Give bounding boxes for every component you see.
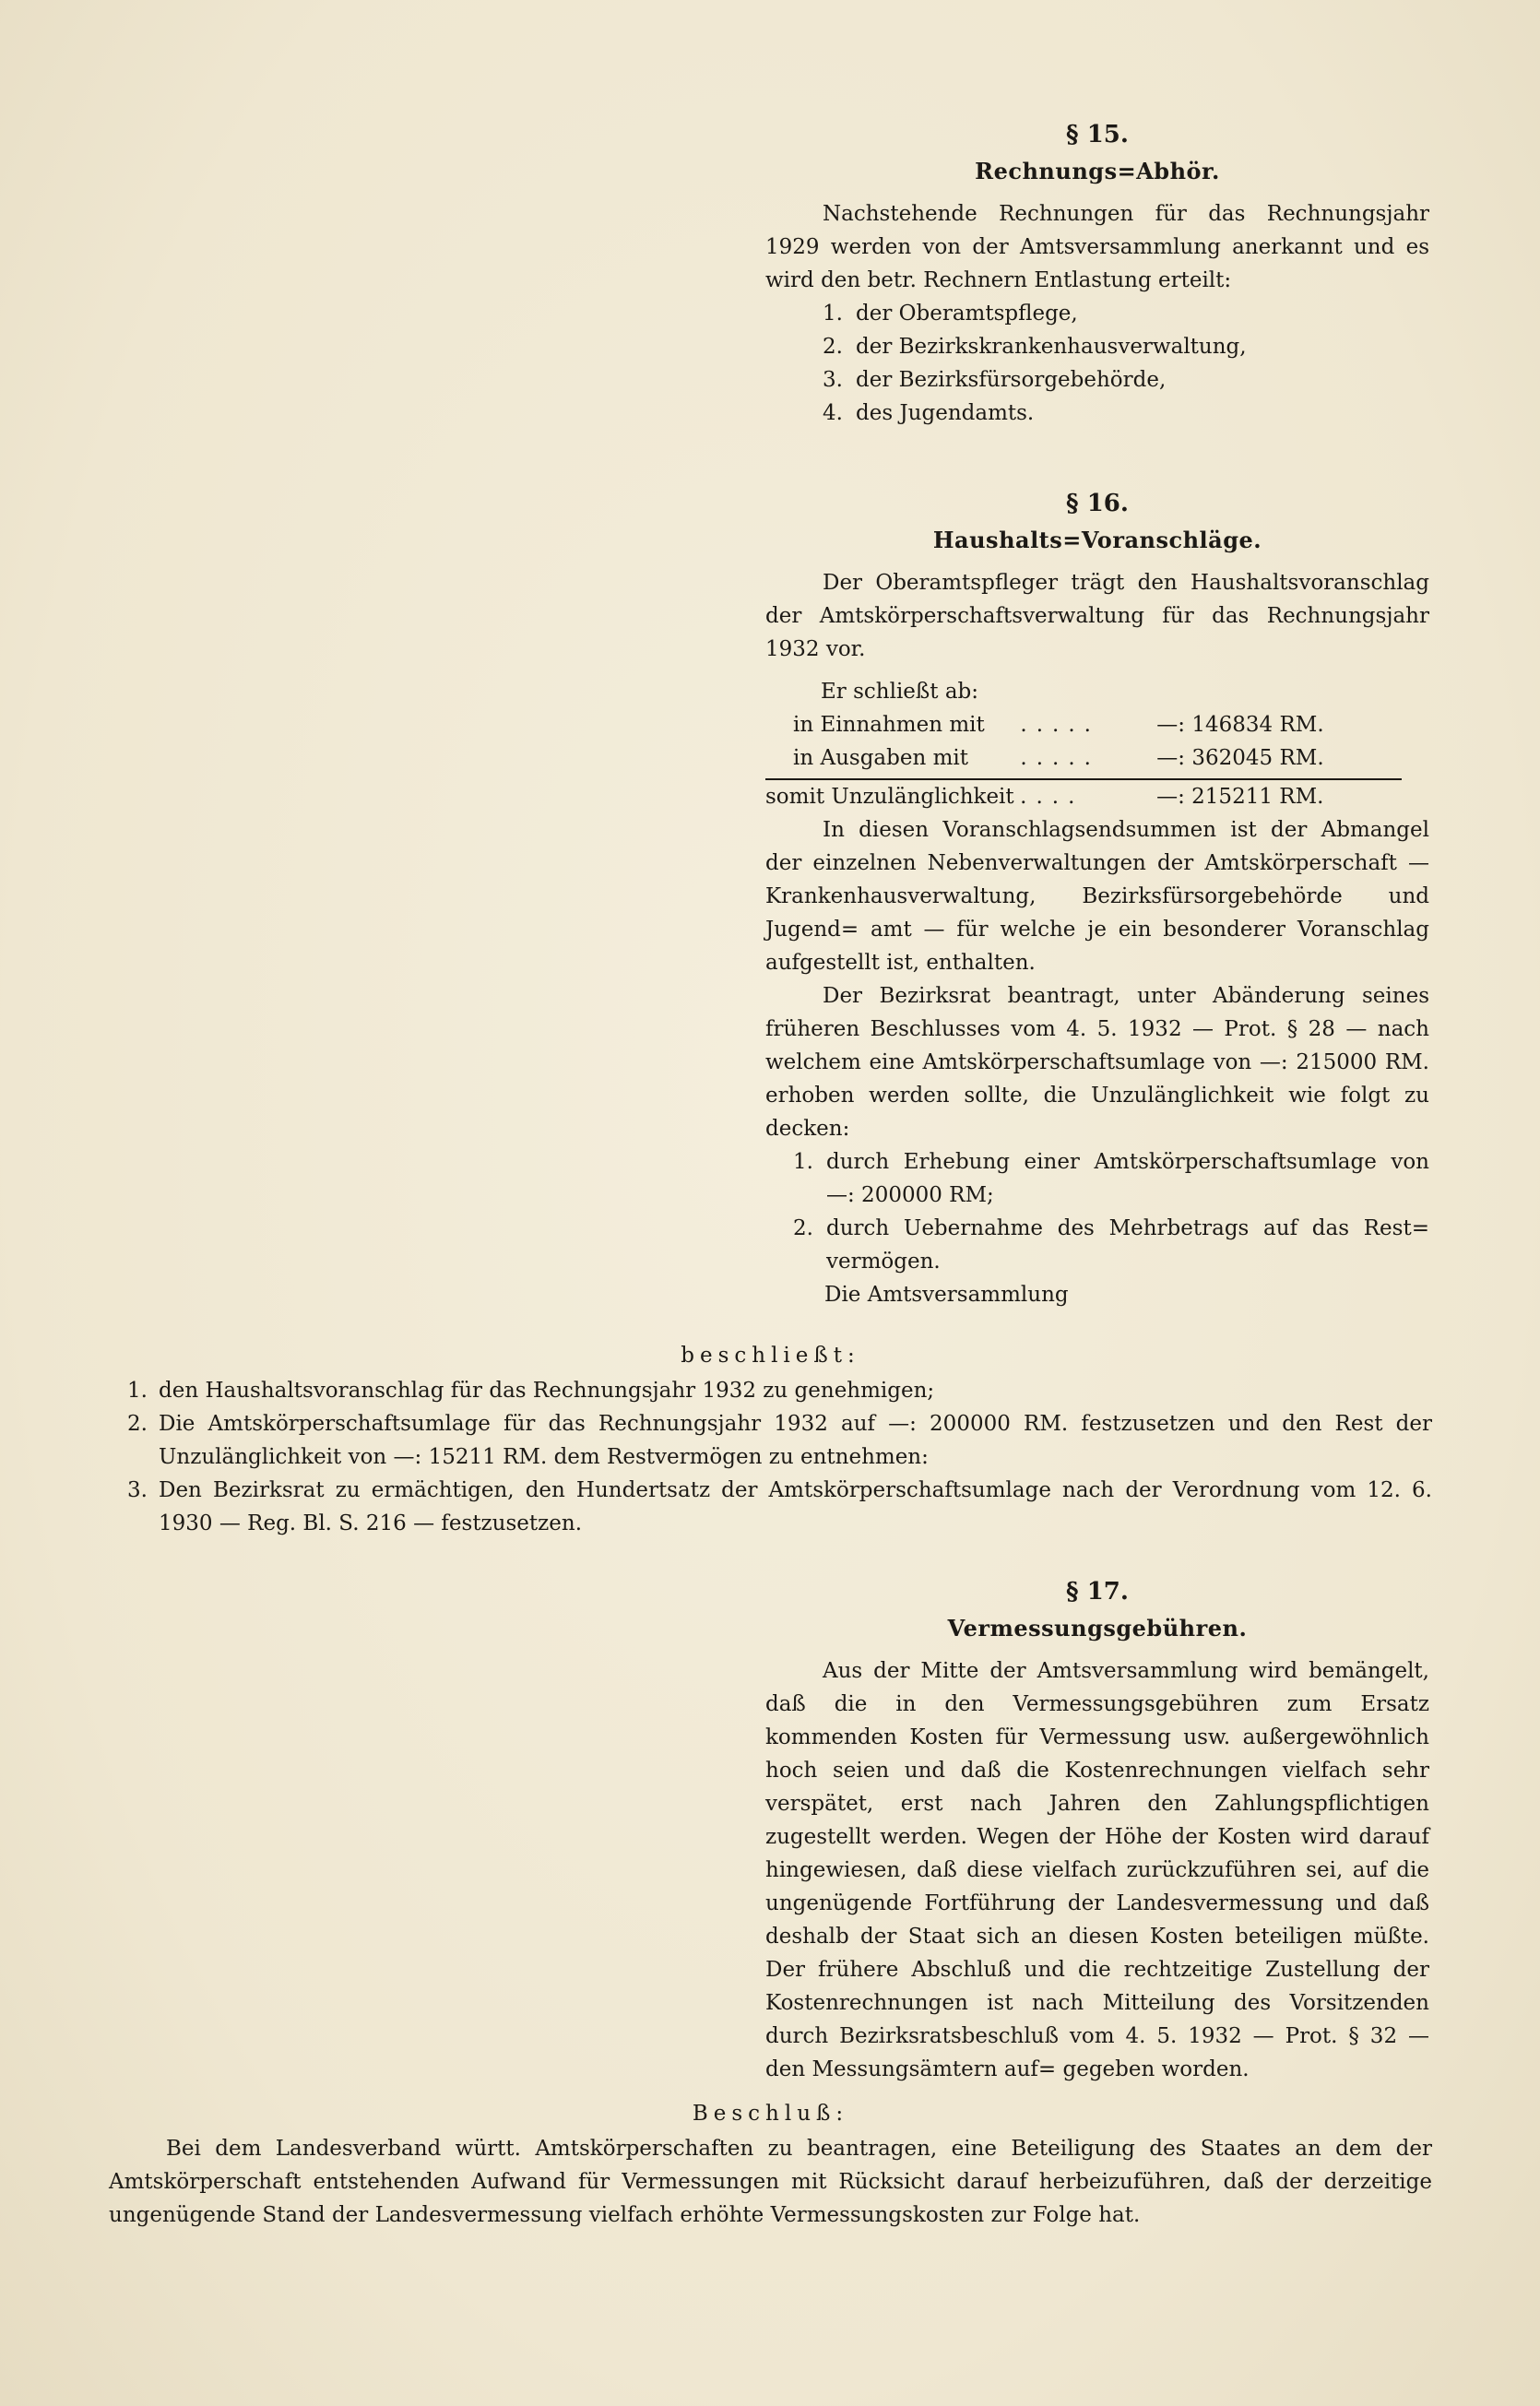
section-16-title: Haushalts=Voranschläge. — [932, 527, 1262, 553]
list-item — [823, 363, 1429, 397]
budget-closes-label: Er schließt ab: — [821, 680, 979, 704]
section-16-para1: In diesen Voranschlagsendsummen ist der Abmangel der einzelnen Nebenverwaltungen der Amtskörperschaft — Krankenhausverwaltung, Bezirksfürsorgebehörde und Jugend= amt — für welche je ein besonderer Voranschlag aufgestellt ist, enthalten. — [765, 818, 1429, 975]
section-15-intro: Nachstehende Rechnungen für das Rechnungsjahr 1929 werden von der Amtsversammlung anerkannt und es wird den betr. Rechnern Entlastung erteilt: — [765, 202, 1429, 292]
cover-list — [765, 1145, 1429, 1278]
list-item — [823, 297, 1429, 330]
budget-row — [793, 741, 1429, 775]
list-item-number: 1. — [793, 1150, 813, 1174]
resolves-heading: beschließt: — [681, 1344, 860, 1368]
budget-closes-line — [793, 675, 1429, 708]
budget-total-label: somit Unzulänglichkeit — [765, 785, 1014, 809]
section-17-number: § 17. — [1066, 1578, 1129, 1606]
list-item — [109, 1474, 1432, 1540]
section-16-intro: Der Oberamtspfleger trägt den Haushaltsvoranschlag der Amtskörperschaftsverwaltung für das Rechnungsjahr 1932 vor. — [765, 571, 1429, 661]
list-item — [109, 1407, 1432, 1474]
section-15-title: Rechnungs=Abhör. — [975, 158, 1220, 184]
list-item — [823, 330, 1429, 363]
list-item-text: Den Bezirksrat zu ermächtigen, den Hundertsatz der Amtskörperschaftsumlage nach der Verordnung vom 12. 6. 1930 — Reg. Bl. S. 216 — festzusetzen. — [159, 1478, 1432, 1535]
budget-total-row — [765, 780, 1429, 813]
budget-row-amount: —: 146834 RM. — [1156, 713, 1324, 737]
list-item-number: 2. — [793, 1216, 813, 1240]
list-item-text: durch Erhebung einer Amtskörperschaftsumlage von —: 200000 RM; — [826, 1150, 1429, 1207]
list-item-number: 3. — [823, 368, 843, 392]
section-16 — [765, 487, 1429, 1311]
list-item — [793, 1145, 1429, 1212]
budget-row-label: in Ausgaben mit — [793, 746, 969, 770]
section-15-number: § 15. — [1066, 121, 1129, 148]
resolution-heading: Beschluß: — [692, 2102, 849, 2126]
section-15 — [765, 118, 1429, 430]
list-item-number: 1. — [127, 1379, 148, 1403]
list-item — [109, 1374, 1432, 1407]
budget-row-label: in Einnahmen mit — [793, 713, 985, 737]
section-15-list — [765, 297, 1429, 430]
budget-row — [793, 708, 1429, 741]
section-17 — [765, 1575, 1429, 2086]
list-item-text: der Bezirksfürsorgebehörde, — [856, 368, 1167, 392]
list-item-text: der Bezirkskrankenhausverwaltung, — [856, 335, 1247, 359]
budget-row-amount: —: 362045 RM. — [1156, 746, 1324, 770]
resolution-text: Bei dem Landesverband württ. Amtskörperschaften zu beantragen, eine Beteiligung des Staates an dem der Amtskörperschaft entstehenden Aufwand für Vermessungen mit Rücksicht darauf herbeizuführen, daß der derzeitige ungenügende Stand der Landesvermessung vielfach erhöhte Vermessungskosten zur Folge hat. — [109, 2137, 1432, 2227]
list-item-number: 2. — [823, 335, 843, 359]
list-item — [793, 1212, 1429, 1278]
list-item — [823, 397, 1429, 430]
list-item-number: 2. — [127, 1412, 148, 1436]
budget-row-dots: ..... — [1020, 746, 1100, 770]
list-item-text: des Jugendamts. — [856, 401, 1035, 425]
list-item-number: 4. — [823, 401, 843, 425]
list-item-number: 1. — [823, 302, 843, 326]
budget-total-amount: —: 215211 RM. — [1156, 785, 1324, 809]
budget-summary — [765, 675, 1429, 813]
list-item-text: der Oberamtspflege, — [856, 302, 1078, 326]
list-item-text: den Haushaltsvoranschlag für das Rechnungsjahr 1932 zu genehmigen; — [159, 1379, 935, 1403]
budget-row-dots: ..... — [1020, 713, 1100, 737]
section-16-number: § 16. — [1066, 490, 1129, 517]
section-16-para2: Der Bezirksrat beantragt, unter Abänderung seines früheren Beschlusses vom 4. 5. 1932 — Prot. § 28 — nach welchem eine Amtskörperschaftsumlage von —: 215000 RM. erhoben werden sollte, die Unzulänglichkeit wie folgt zu decken: — [765, 984, 1429, 1141]
assembly-line: Die Amtsversammlung — [824, 1283, 1069, 1307]
section-17-resolution — [109, 2095, 1432, 2232]
decision-list — [109, 1374, 1432, 1540]
list-item-number: 3. — [127, 1478, 148, 1502]
section-17-para: Aus der Mitte der Amtsversammlung wird bemängelt, daß die in den Vermessungsgebühren zum Ersatz kommenden Kosten für Vermessung usw. außergewöhnlich hoch seien und daß die Kostenrechnungen vielfach sehr verspätet, erst nach Jahren den Zahlungspflichtigen zugestellt werden. Wegen der Höhe der Kosten wird darauf hingewiesen, daß diese vielfach zurückzuführen sei, auf die ungenügende Fortführung der Landesvermessung und daß deshalb der Staat sich an diesen Kosten beteiligen müßte. Der frühere Abschluß und die rechtzeitige Zustellung der Kostenrechnungen ist nach Mitteilung des Vorsitzenden durch Bezirksratsbeschluß vom 4. 5. 1932 — Prot. § 32 — den Messungsämtern auf= gegeben worden. — [765, 1659, 1429, 2081]
list-item-text: Die Amtskörperschaftsumlage für das Rechnungsjahr 1932 auf —: 200000 RM. festzusetzen und den Rest der Unzulänglichkeit von —: 15211 RM. dem Restvermögen zu entnehmen: — [159, 1412, 1432, 1469]
list-item-text: durch Uebernahme des Mehrbetrags auf das Rest= vermögen. — [826, 1216, 1429, 1274]
section-16-decision — [109, 1337, 1432, 1540]
budget-total-dots: .... — [1020, 785, 1084, 809]
section-17-title: Vermessungsgebühren. — [947, 1615, 1248, 1642]
